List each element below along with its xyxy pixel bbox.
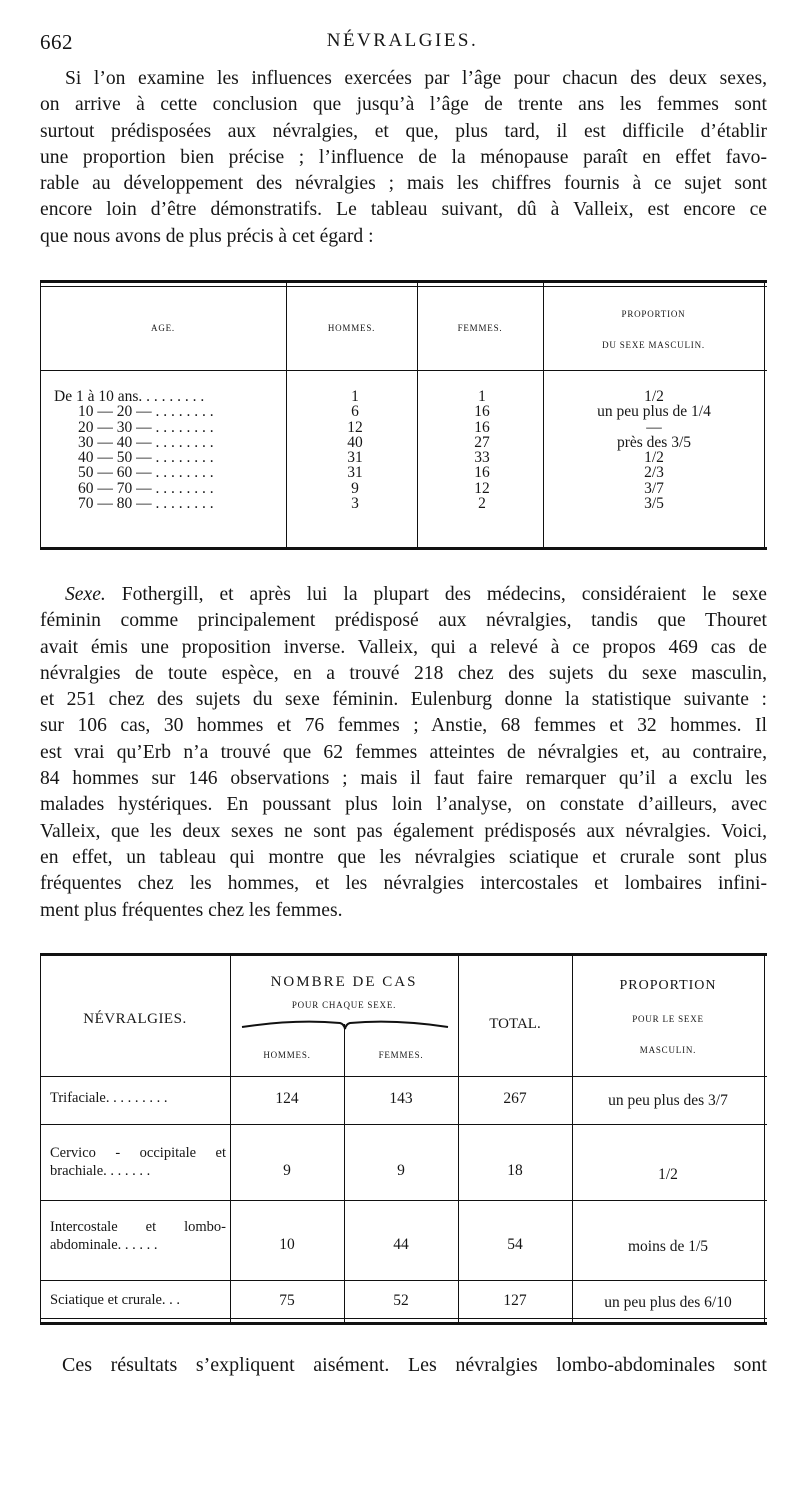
table-rule <box>40 1318 767 1319</box>
women-cell: 1 <box>478 388 486 405</box>
paragraph-sex <box>40 582 767 924</box>
women-cell: 16 <box>474 464 490 482</box>
col-header-proportion: PROPORTION <box>619 978 717 993</box>
page-number: 662 <box>40 30 73 54</box>
text-line: rable au développement des névralgies ; mais les chiffres fournis à ce sujet sont <box>40 173 767 195</box>
col-header-total: TOTAL. <box>489 1016 541 1032</box>
table-rule <box>543 283 544 547</box>
age-cell: 30 — 40 — . . . . . . . . <box>78 433 214 451</box>
men-cell: 6 <box>351 403 359 421</box>
col-header-proportion: PROPORTION <box>621 309 686 319</box>
age-cell: 10 — 20 — . . . . . . . . <box>78 403 214 421</box>
nevralgie-name-cell: Trifaciale. . . . . . . . . <box>50 1090 168 1106</box>
text-line: Valleix, que les deux sexes ne sont pas également prédisposés aux névralgies. Voici, <box>40 820 767 842</box>
col-header-count: NOMBRE DE CAS <box>270 974 418 990</box>
nevralgie-name-cell: brachiale. . . . . . . <box>50 1163 151 1179</box>
proportion-cell: moins de 1/5 <box>627 1238 709 1255</box>
age-cell: 40 — 50 — . . . . . . . . <box>78 449 214 467</box>
text-line: on arrive à cette conclusion que jusqu’à l’âge de trente ans les femmes sont <box>40 94 767 116</box>
section-label: Sexe. <box>65 584 106 605</box>
table-rule <box>40 370 767 371</box>
col-header-women: FEMMES. <box>457 323 503 333</box>
text-line: Ces résultats s’expliquent aisément. Les névralgies lombo-abdominales sont <box>62 1354 767 1376</box>
col-header-proportion: MASCULIN. <box>639 1045 697 1055</box>
col-header-proportion: POUR LE SEXE <box>632 1014 704 1024</box>
text-line: est vrai qu’Erb n’a trouvé que 62 femmes atteintes de névralgies et, au contraire, <box>40 741 767 763</box>
text-line: surtout prédisposées aux névralgies, et que, plus tard, il est difficile d’établir <box>40 120 767 142</box>
text-line: une proportion bien précise ; l’influence de la ménopause paraît en effet favo- <box>40 146 767 168</box>
col-header-count-subtitle: POUR CHAQUE SEXE. <box>291 1000 397 1010</box>
col-header-nevralgies: NÉVRALGIES. <box>83 1011 187 1027</box>
text-line: malades hystériques. En poussant plus loin l’analyse, on constate d’ailleurs, avec <box>40 794 767 816</box>
age-column <box>54 389 284 511</box>
proportion-cell: 1/2 <box>658 1166 678 1183</box>
nevralgie-name-cell: abdominale. . . . . . <box>50 1237 158 1253</box>
table-rule <box>40 1200 767 1201</box>
total-cell: 267 <box>503 1090 527 1107</box>
men-cell: 31 <box>347 449 363 467</box>
age-table <box>40 280 767 550</box>
paragraph-age-influence <box>40 66 767 250</box>
table-rule <box>230 956 231 1322</box>
proportion-cell: 3/7 <box>644 479 664 497</box>
men-cell: 9 <box>351 479 359 497</box>
women-cell: 44 <box>393 1236 409 1253</box>
text-line: 84 hommes sur 146 observations ; mais il faut faire remarquer qu’il a exclu les <box>40 768 767 790</box>
proportion-cell: un peu plus des 6/10 <box>604 1294 732 1311</box>
text-line: ment plus fréquentes chez les femmes. <box>40 899 343 921</box>
proportion-cell: un peu plus de 1/4 <box>597 403 711 421</box>
men-cell: 9 <box>283 1162 291 1179</box>
women-cell: 9 <box>397 1162 405 1179</box>
table-rule <box>764 956 765 1322</box>
text-line: névralgies de toute espèce, en a trouvé 218 chez des sujets du sexe masculin, <box>40 662 767 684</box>
women-cell: 33 <box>474 449 490 467</box>
total-cell: 18 <box>507 1162 523 1179</box>
col-header-proportion: DU SEXE MASCULIN. <box>602 340 705 350</box>
page-title: NÉVRALGIES. <box>326 30 479 51</box>
men-cell: 3 <box>351 495 359 513</box>
text-line: féminin comme principalement prédisposé aux névralgies, tandis que Thouret <box>40 610 767 632</box>
women-cell: 52 <box>393 1292 409 1309</box>
table-rule <box>40 1280 767 1281</box>
table-rule <box>40 1124 767 1125</box>
proportion-cell: — <box>646 418 662 436</box>
men-cell: 10 <box>279 1236 295 1253</box>
nevralgie-name-cell: Cervico - occipitale et <box>50 1145 226 1161</box>
women-cell: 2 <box>478 495 486 513</box>
table-rule <box>40 1076 767 1077</box>
men-cell: 1 <box>351 388 359 405</box>
sex-table <box>40 953 767 1325</box>
table-rule <box>764 283 765 547</box>
proportion-cell: 1/2 <box>644 388 664 405</box>
text-line: avait émis une proposition inverse. Valleix, qui a relevé à ce propos 469 cas de <box>40 636 767 658</box>
text-line: Si l’on examine les influences exercées par l’âge pour chacun des deux sexes, <box>65 68 767 89</box>
men-cell: 12 <box>347 418 363 436</box>
text-line: et 251 chez des sujets du sexe féminin. Eulenburg donne la statistique suivante : <box>40 689 767 711</box>
text-line <box>40 582 767 608</box>
men-cell: 75 <box>279 1292 295 1309</box>
proportion-column <box>554 389 754 511</box>
women-column <box>437 389 527 511</box>
table-rule <box>572 956 573 1322</box>
age-cell: 70 — 80 — . . . . . . . . <box>78 495 214 513</box>
men-cell: 124 <box>275 1090 299 1107</box>
age-cell: 20 — 30 — . . . . . . . . <box>78 418 214 436</box>
men-cell: 31 <box>347 464 363 482</box>
text-line: sur 106 cas, 30 hommes et 76 femmes ; Anstie, 68 femmes et 32 hommes. Il <box>40 715 767 737</box>
col-header-women: FEMMES. <box>378 1050 424 1060</box>
table-rule <box>40 286 767 287</box>
age-cell: De 1 à 10 ans. . . . . . . . . <box>54 388 205 405</box>
proportion-cell: près des 3/5 <box>616 433 692 451</box>
col-header-men: HOMMES. <box>327 323 376 333</box>
proportion-cell: 3/5 <box>644 495 664 513</box>
text-line: que nous avons de plus précis à cet égard : <box>40 225 374 247</box>
total-cell: 127 <box>503 1292 527 1309</box>
text-line: en effet, un tableau qui montre que les névralgies sciatique et crurale sont plus <box>40 846 767 868</box>
brace-icon <box>240 1017 450 1031</box>
proportion-cell: 1/2 <box>644 449 664 467</box>
proportion-cell: un peu plus des 3/7 <box>608 1092 728 1109</box>
age-cell: 60 — 70 — . . . . . . . . <box>78 479 214 497</box>
paragraph-conclusion <box>62 1352 767 1378</box>
col-header-men: HOMMES. <box>263 1050 311 1060</box>
age-cell: 50 — 60 — . . . . . . . . <box>78 464 214 482</box>
text-line: encore loin d’être démonstratifs. Le tableau suivant, dû à Valleix, est encore ce <box>40 199 767 221</box>
men-cell: 40 <box>347 433 363 451</box>
text-line: fréquentes chez les hommes, et les névralgies intercostales et lombaires infini- <box>40 873 767 895</box>
men-column <box>310 389 400 511</box>
running-head <box>40 30 765 56</box>
table-rule <box>458 956 459 1322</box>
women-cell: 16 <box>474 403 490 421</box>
nevralgie-name-cell: Intercostale et lombo- <box>50 1219 226 1235</box>
proportion-cell: 2/3 <box>644 464 664 482</box>
women-cell: 143 <box>389 1090 413 1107</box>
text-segment: Fothergill, et après lui la plupart des médecins, considéraient le sexe <box>105 584 767 605</box>
nevralgie-name-cell: Sciatique et crurale. . . <box>50 1292 181 1308</box>
total-cell: 54 <box>507 1236 523 1253</box>
women-cell: 16 <box>474 418 490 436</box>
col-header-age: AGE. <box>151 323 175 333</box>
women-cell: 12 <box>474 479 490 497</box>
women-cell: 27 <box>474 433 490 451</box>
